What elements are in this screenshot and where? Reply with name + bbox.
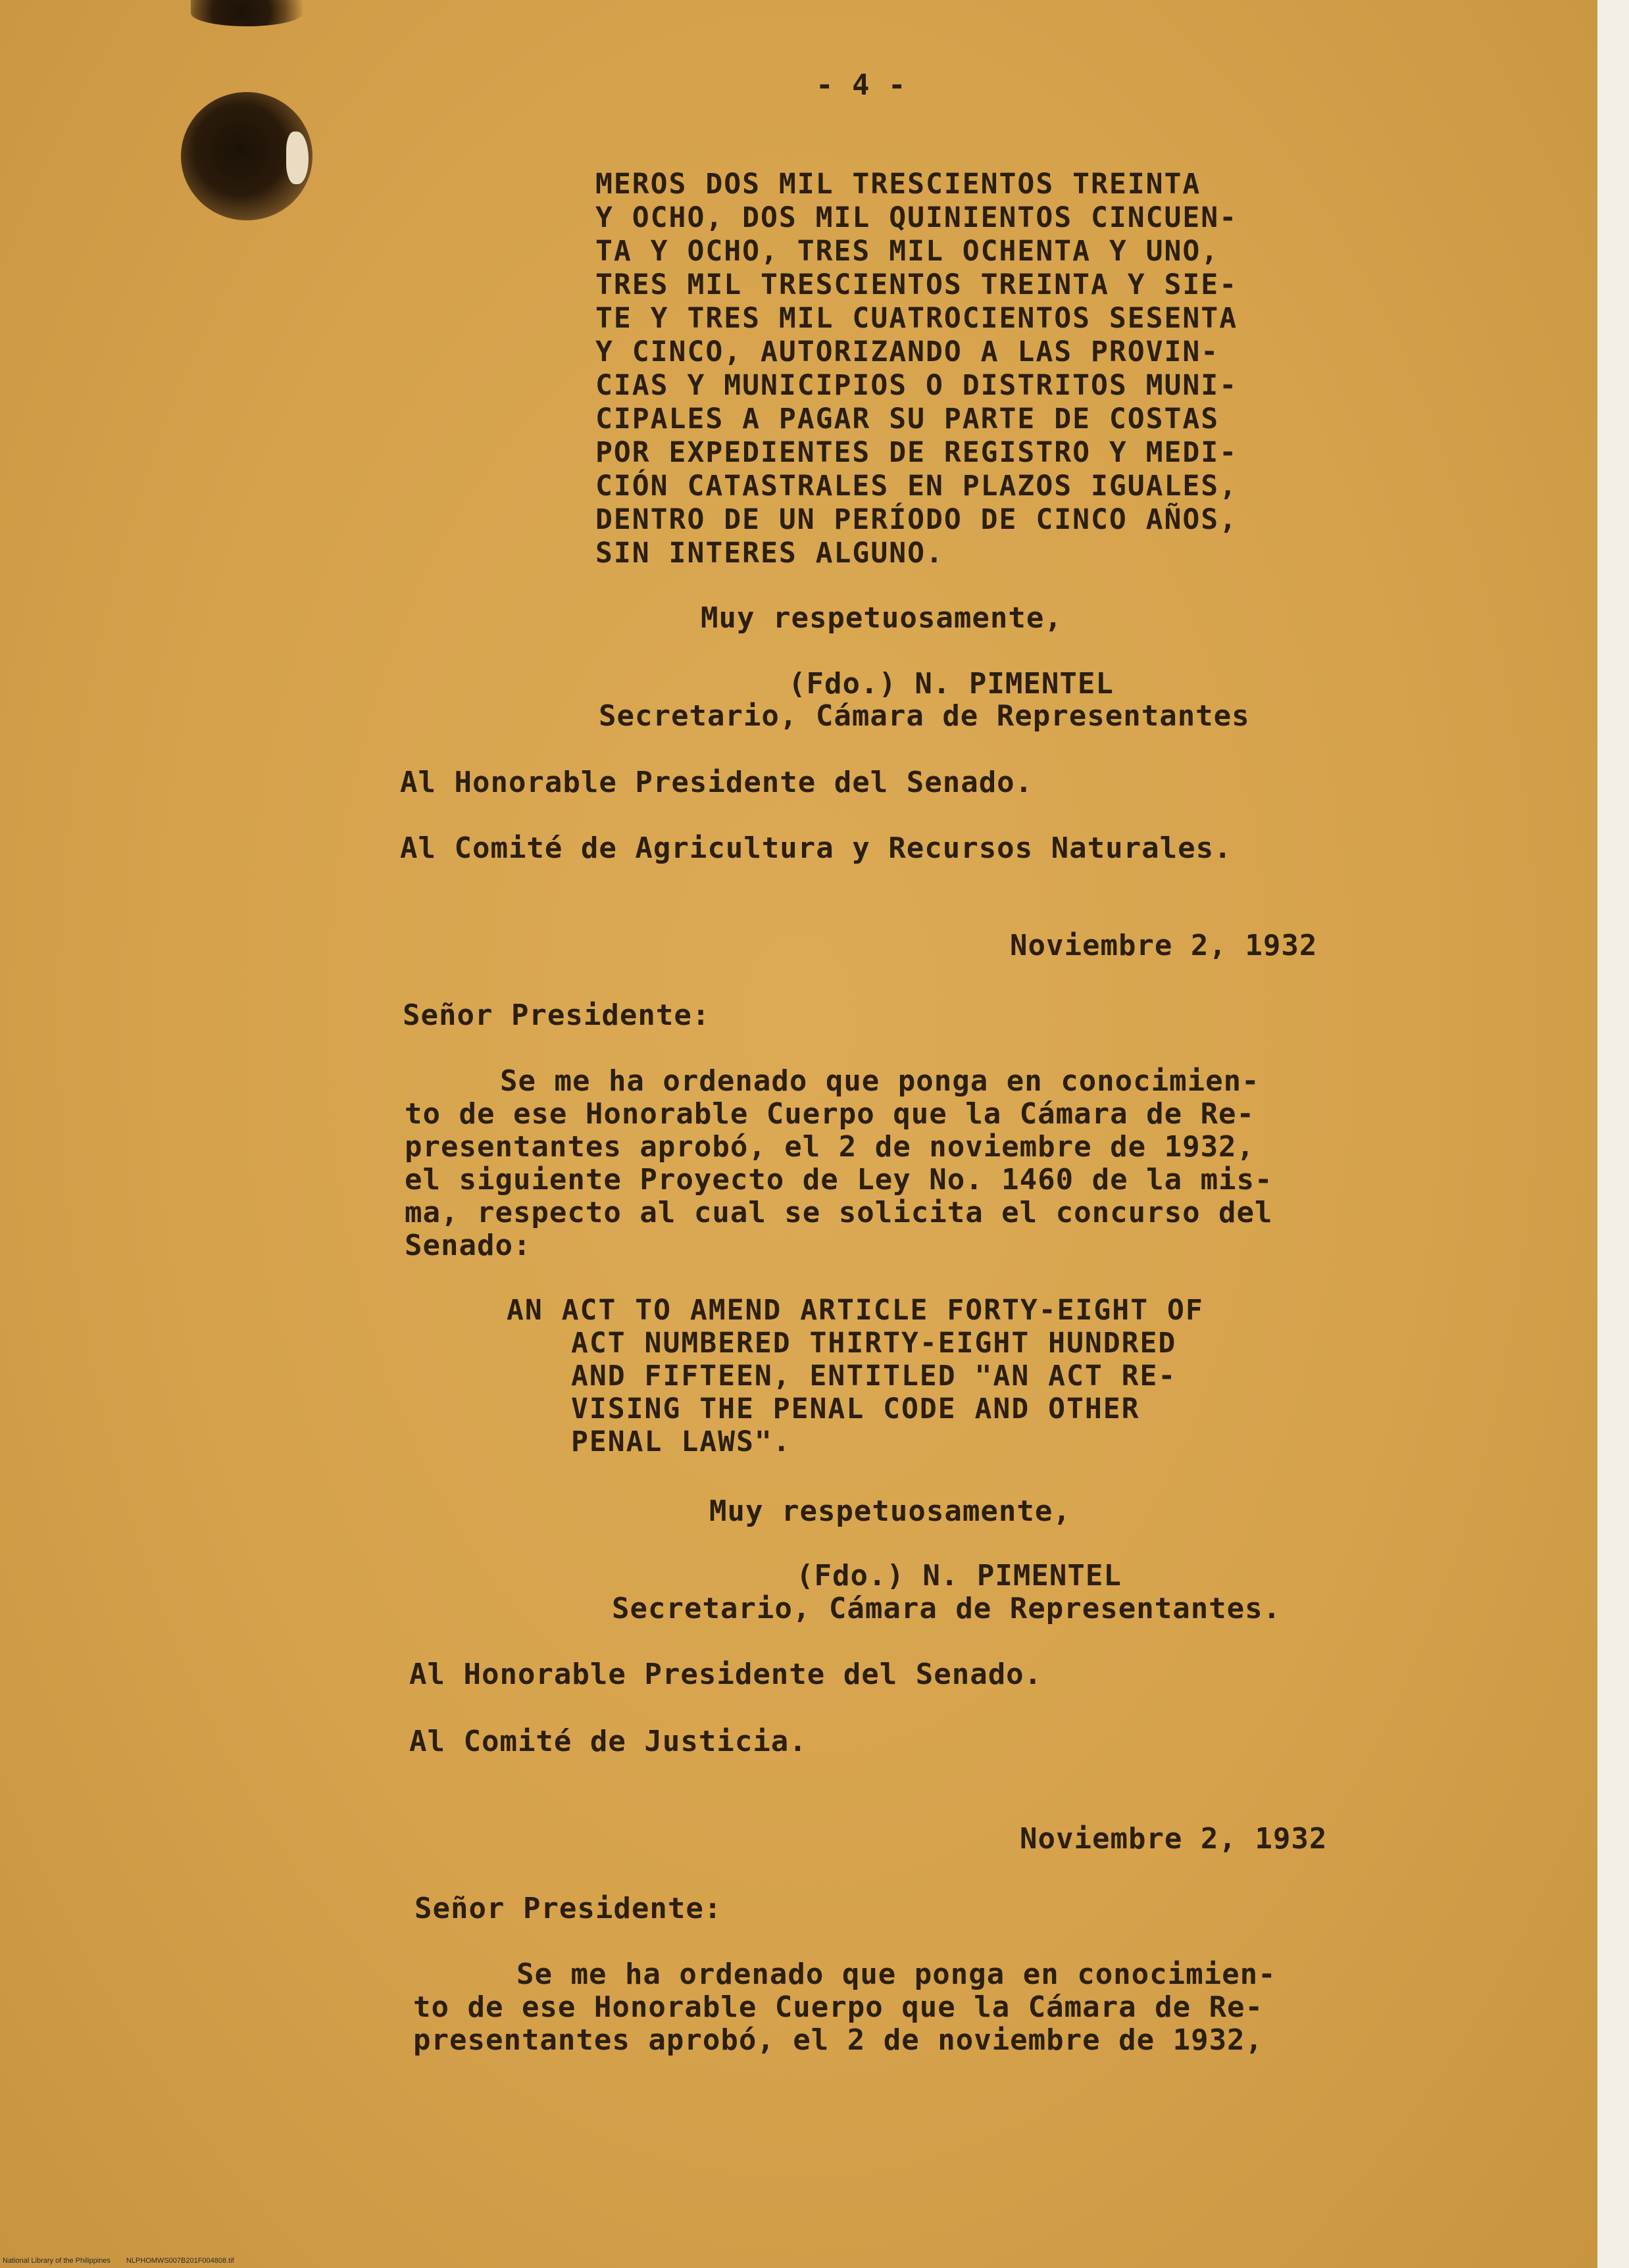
title-line: TRES MIL TRESCIENTOS TREINTA Y SIE- [595,268,1238,301]
body-line: Senado: [405,1229,532,1262]
closing: Muy respetuosamente, [709,1494,1071,1528]
body-line: ma, respecto al cual se solicita el concurso del [405,1196,1273,1229]
act-title-line: ACT NUMBERED THIRTY-EIGHT HUNDRED [571,1327,1177,1360]
scan-file-code: NLPHOMWS007B201F004808.tif [126,2257,234,2265]
act-title-line: AND FIFTEEN, ENTITLED "AN ACT RE- [571,1360,1177,1393]
addressee: Al Honorable Presidente del Senado. [409,1658,1043,1691]
body-line: presentantes aprobó, el 2 de noviembre de 1932, [405,1130,1255,1164]
paper-chip [286,132,309,184]
date: Noviembre 2, 1932 [1010,929,1318,962]
body-line: presentantes aprobó, el 2 de noviembre de 1932, [413,2023,1264,2057]
act-title-line: AN ACT TO AMEND ARTICLE FORTY-EIGHT OF [507,1294,1204,1327]
title-line: SIN INTERES ALGUNO. [595,537,944,570]
signature: (Fdo.) N. PIMENTEL [788,667,1114,701]
title-line: CIÓN CATASTRALES EN PLAZOS IGUALES, [595,470,1238,503]
scan-margin [1597,0,1629,2268]
date: Noviembre 2, 1932 [1020,1822,1328,1856]
library-credit: National Library of the Philippines [3,2257,111,2265]
title-line: Y CINCO, AUTORIZANDO A LAS PROVIN- [595,335,1220,368]
body-line: Se me ha ordenado que ponga en conocimien- [516,1958,1276,1991]
ink-blot-top [191,0,303,26]
title-line: TA Y OCHO, TRES MIL OCHENTA Y UNO, [595,235,1220,268]
closing: Muy respetuosamente, [701,601,1063,635]
title-line: CIAS Y MUNICIPIOS O DISTRITOS MUNI- [595,369,1238,402]
body-line: Se me ha ordenado que ponga en conocimien- [500,1064,1260,1098]
addressee: Al Honorable Presidente del Senado. [400,766,1034,799]
salutation: Señor Presidente: [414,1892,722,1925]
body-line: to de ese Honorable Cuerpo que la Cámara de Re- [413,1990,1264,2024]
title-line: TE Y TRES MIL CUATROCIENTOS SESENTA [595,302,1238,335]
committee: Al Comité de Justicia. [409,1725,807,1758]
signature-title: Secretario, Cámara de Representantes [599,699,1250,733]
act-title-line: VISING THE PENAL CODE AND OTHER [571,1393,1140,1425]
title-line: DENTRO DE UN PERÍODO DE CINCO AÑOS, [595,503,1238,536]
signature-title: Secretario, Cámara de Representantes. [612,1592,1282,1625]
act-title-line: PENAL LAWS". [571,1425,791,1458]
body-line: el siguiente Proyecto de Ley No. 1460 de la mis- [405,1163,1273,1196]
title-line: MEROS DOS MIL TRESCIENTOS TREINTA [595,168,1201,201]
body-line: to de ese Honorable Cuerpo que la Cámara de Re- [405,1097,1255,1131]
title-line: Y OCHO, DOS MIL QUINIENTOS CINCUEN- [595,201,1238,234]
title-line: CIPALES A PAGAR SU PARTE DE COSTAS [595,403,1220,435]
scan-footer [3,2256,250,2265]
committee: Al Comité de Agricultura y Recursos Naturales. [400,831,1232,865]
signature: (Fdo.) N. PIMENTEL [796,1559,1122,1592]
page-number: - 4 - [816,68,907,102]
salutation: Señor Presidente: [403,998,711,1032]
title-line: POR EXPEDIENTES DE REGISTRO Y MEDI- [595,436,1238,469]
